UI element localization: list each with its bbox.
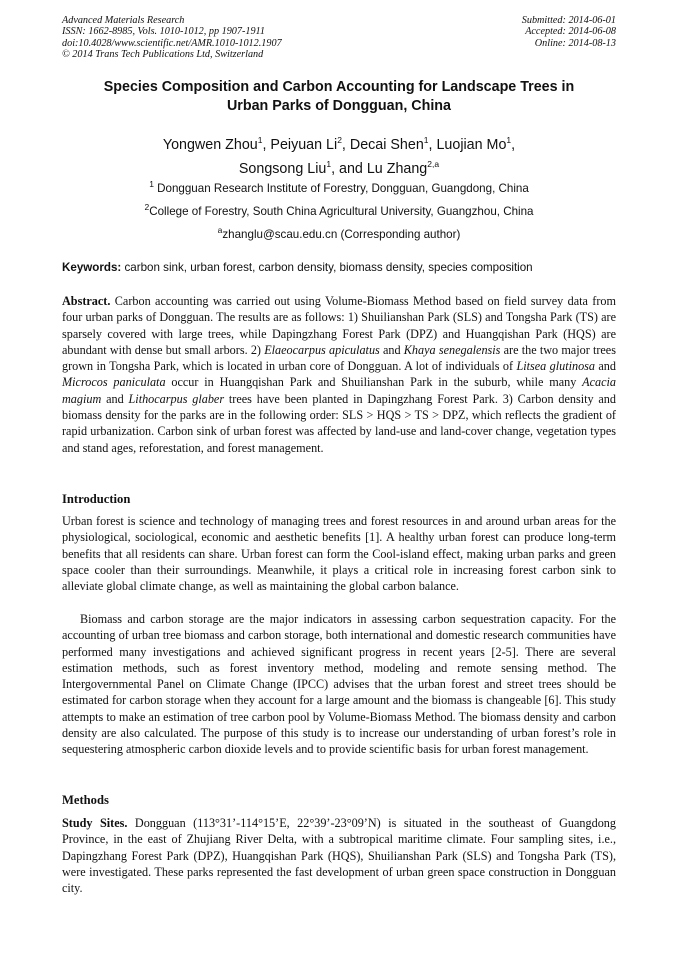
author-affil-mark: 2,a (427, 159, 440, 170)
author-separator: , (511, 137, 516, 153)
abstract-text: are the two major trees grown in Tongsha Park, which is located in urban core of Dongguan. A lot of individuals of (62, 342, 616, 374)
author-name: Yongwen Zhou (162, 137, 258, 153)
paper-title (62, 78, 616, 116)
abstract-label: Abstract. (62, 294, 111, 308)
journal-name: Advanced Materials Research (62, 15, 185, 26)
author-name: , Decai Shen (341, 137, 424, 153)
study-sites-paragraph (62, 815, 616, 896)
abstract-text: occur in Huangqishan Park and Shuilianshan Park in the suburb, while many (165, 375, 583, 390)
journal-header-right (522, 15, 616, 49)
abstract-text: and (379, 342, 404, 357)
accepted-date: Accepted: 2014-06-08 (525, 26, 616, 38)
affiliation-text: Dongguan Research Institute of Forestry, Dongguan, Guangdong, China (153, 182, 529, 195)
paragraph-text: Biomass and carbon storage are the major indicators in assessing carbon sequestration capacity. For the accounting of urban tree biomass and carbon storage, both international and domestic research communities have performed many investigations and achieved significant progress in recent years [2-5]. There are several estimation methods, such as forest inventory method, modeling and remote sensing method. The Intergovernmental Panel on Climate Change (IPCC) advises that the urban forest and street trees should be estimated for carbon storage when they account for a large amount and the biomass is changeable [6]. This study attempts to make an estimation of tree carbon pool by Volume-Biomass Method. The biomass density and carbon density are also calculated. The purpose of this study is to increase our understanding of urban forest’s role in sequestering atmospheric carbon dioxide levels and to provide scientific basis for urban forest management. (62, 612, 616, 757)
keywords-label: Keywords: (62, 261, 122, 274)
species-name: Acacia magium (62, 375, 616, 406)
abstract-text: Carbon accounting was carried out using Volume-Biomass Method based on field survey data from four urban parks of Dongguan. The results are as follows: 1) Shuilianshan Park (SLS) and Tongsha Park (TS) are sparsely covered with large trees, while Dapingzhang Forest Park (DPZ) and Huangqishan Park (HQS) are abundant with dense but small arbors. 2) (62, 294, 616, 357)
study-sites-text: Dongguan (113°31’-114°15’E, 22°39’-23°09’N) is situated in the southeast of Guangdong Province, in the east of Zhujiang River Delta, with a subtropical maritime climate. Four sampling sites, i.e., Dapingzhang Forest Park (DPZ), Huangqishan Park (HQS), Shuilianshan Park (SLS) and Tongsha Park (TS), were investigated. These parks represented the fast development of urban green space construction in Dongguan city. (62, 816, 616, 896)
online-date: Online: 2014-08-13 (534, 37, 616, 49)
author-name: , and Lu Zhang (331, 161, 428, 177)
affiliation-text: College of Forestry, South China Agricultural University, Guangzhou, China (149, 205, 534, 218)
journal-copyright: © 2014 Trans Tech Publications Ltd, Switzerland (62, 48, 264, 60)
journal-header-left (62, 15, 282, 60)
journal-doi: doi:10.4028/www.scientific.net/AMR.1010-1012.1907 (62, 37, 282, 49)
species-name: Elaeocarpus apiculatus (264, 342, 380, 357)
author-line-2 (62, 157, 616, 181)
author-affil-mark: 1 (257, 135, 263, 146)
title-line-2: Urban Parks of Dongguan, China (226, 98, 451, 114)
abstract-paragraph (62, 293, 616, 456)
email-text: zhanglu@scau.edu.cn (Corresponding author) (222, 228, 461, 241)
paragraph-text: Urban forest is science and technology of managing trees and forest resources in and around urban areas for the physiological, sociological, economic and aesthetic benefits [1]. A healthy urban forest can produce long-term benefits that all residents can share. Urban forest can form the Cool-island effect, making urban parks and green space cooler than their surroundings. Meanwhile, it plays a critical role in increasing forest carbon sink to alleviate global climate change, as well as maintaining the global carbon balance. (62, 514, 616, 594)
author-affil-mark: 2 (337, 135, 342, 146)
species-name: Lithocarpus glaber (128, 391, 225, 406)
keywords (62, 261, 616, 275)
abstract-text: and (101, 391, 129, 406)
introduction-paragraph-2 (62, 611, 616, 758)
species-name: Litsea glutinosa (516, 359, 596, 374)
author-affil-mark: 1 (423, 135, 429, 146)
affiliation-mark: 1 (149, 179, 154, 190)
journal-issn: ISSN: 1662-8985, Vols. 1010-1012, pp 1907-1911 (62, 26, 265, 38)
title-line-1: Species Composition and Carbon Accounting for Landscape Trees in (103, 79, 575, 95)
study-sites-label: Study Sites. (62, 816, 128, 830)
keywords-text: carbon sink, urban forest, carbon density, biomass density, species composition (121, 261, 533, 274)
author-name: , Peiyuan Li (262, 137, 338, 153)
introduction-paragraph-1 (62, 513, 616, 594)
abstract-text: and (595, 359, 616, 374)
species-name: Microcos paniculata (62, 375, 166, 390)
abstract (62, 293, 616, 456)
author-affil-mark: 1 (326, 159, 332, 170)
affiliation-1 (62, 179, 616, 196)
methods-heading: Methods (62, 793, 109, 807)
abstract-text: trees have been planted in Dapingzhang Forest Park. 3) Carbon density and biomass density for the parks are in the following order: SLS > HQS > TS > DPZ, which reflects the gradient of rapid urbanization. Carbon sink of urban forest was affected by land-use and land-cover change, vegetation types and stand ages, reforestation, and forest management. (62, 391, 616, 455)
affiliation-2 (62, 202, 616, 219)
submitted-date: Submitted: 2014-06-01 (521, 15, 616, 26)
corresponding-email (62, 225, 616, 242)
author-name: Songsong Liu (238, 161, 327, 177)
author-list (62, 133, 616, 181)
affiliation-mark: a (217, 225, 223, 236)
affiliation-mark: 2 (144, 202, 150, 213)
species-name: Khaya senegalensis (403, 342, 501, 357)
introduction-heading: Introduction (62, 492, 131, 506)
paragraph-text (62, 815, 616, 896)
author-name: , Luojian Mo (428, 137, 507, 153)
author-affil-mark: 1 (506, 135, 512, 146)
author-line-1 (62, 133, 616, 157)
